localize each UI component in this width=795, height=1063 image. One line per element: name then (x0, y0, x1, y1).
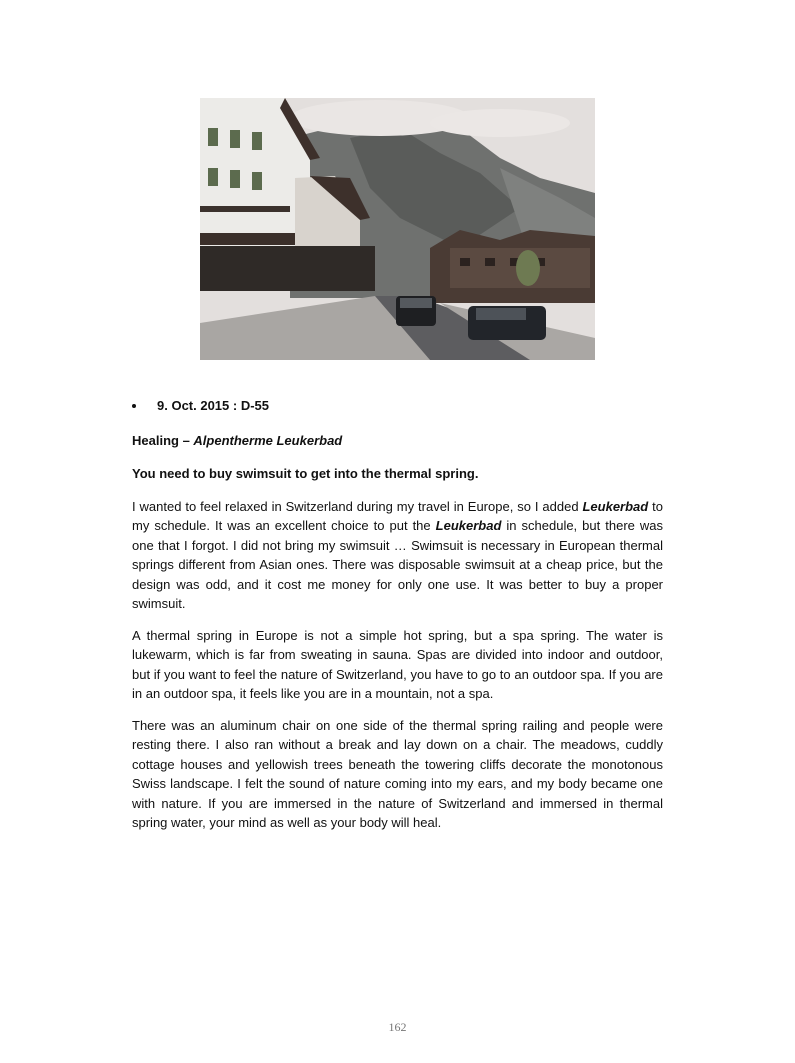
street-photo-image (200, 98, 595, 360)
paragraph-2: A thermal spring in Europe is not a simple hot spring, but a spa spring. The water is lukewarm, which is far from sweating in sauna. Spas are divided into indoor and outdoor, but if you want to feel the nature of Switzerland, you have to go to an outdoor spa. If you are in an outdoor spa, it feels like you are in a mountain, not a spa. (132, 627, 663, 701)
paragraph-1-emphasis-1: Leukerbad (582, 498, 649, 514)
paragraph-1-text-e: in schedule, but there was one that I forgot. I did not bring my swimsuit … Swimsuit is necessary in European thermal springs different from Asian ones. There was disposable swimsuit at a cheap price, but the design was odd, and it cost me money for only one use. It was better to buy a proper swimsuit. (132, 518, 663, 611)
paragraph-1 (132, 497, 663, 614)
paragraph-1-text-a: I wanted to feel relaxed in Switzerland during my travel in Europe, so I added (132, 498, 583, 514)
street-photo (200, 98, 595, 360)
page-number: 162 (388, 1020, 407, 1034)
paragraph-1-text-c: to my schedule. It was an excellent choice to put the (132, 498, 663, 533)
date-label: 9. Oct. 2015 : D-55 (157, 398, 269, 413)
section-subheading: You need to buy swimsuit to get into the thermal spring. (132, 466, 479, 481)
document-body (132, 396, 663, 845)
bullet-icon (132, 404, 136, 408)
heading-prefix: Healing – (132, 432, 194, 448)
section-heading (132, 431, 663, 451)
paragraph-3: There was an aluminum chair on one side of the thermal spring railing and people were resting there. I also ran without a break and lay down on a chair. The meadows, cuddly cottage houses and yellowish trees beneath the towering cliffs decorate the monotonous Swiss landscape. I felt the sound of nature coming into my ears, and my body became one with nature. If you are immersed in the nature of Switzerland and immersed in thermal spring water, your mind as well as your body will heal. (132, 717, 663, 830)
date-bullet-item (132, 396, 663, 416)
paragraph-1-emphasis-2: Leukerbad (435, 518, 502, 533)
heading-place-name: Alpentherme Leukerbad (193, 432, 343, 448)
